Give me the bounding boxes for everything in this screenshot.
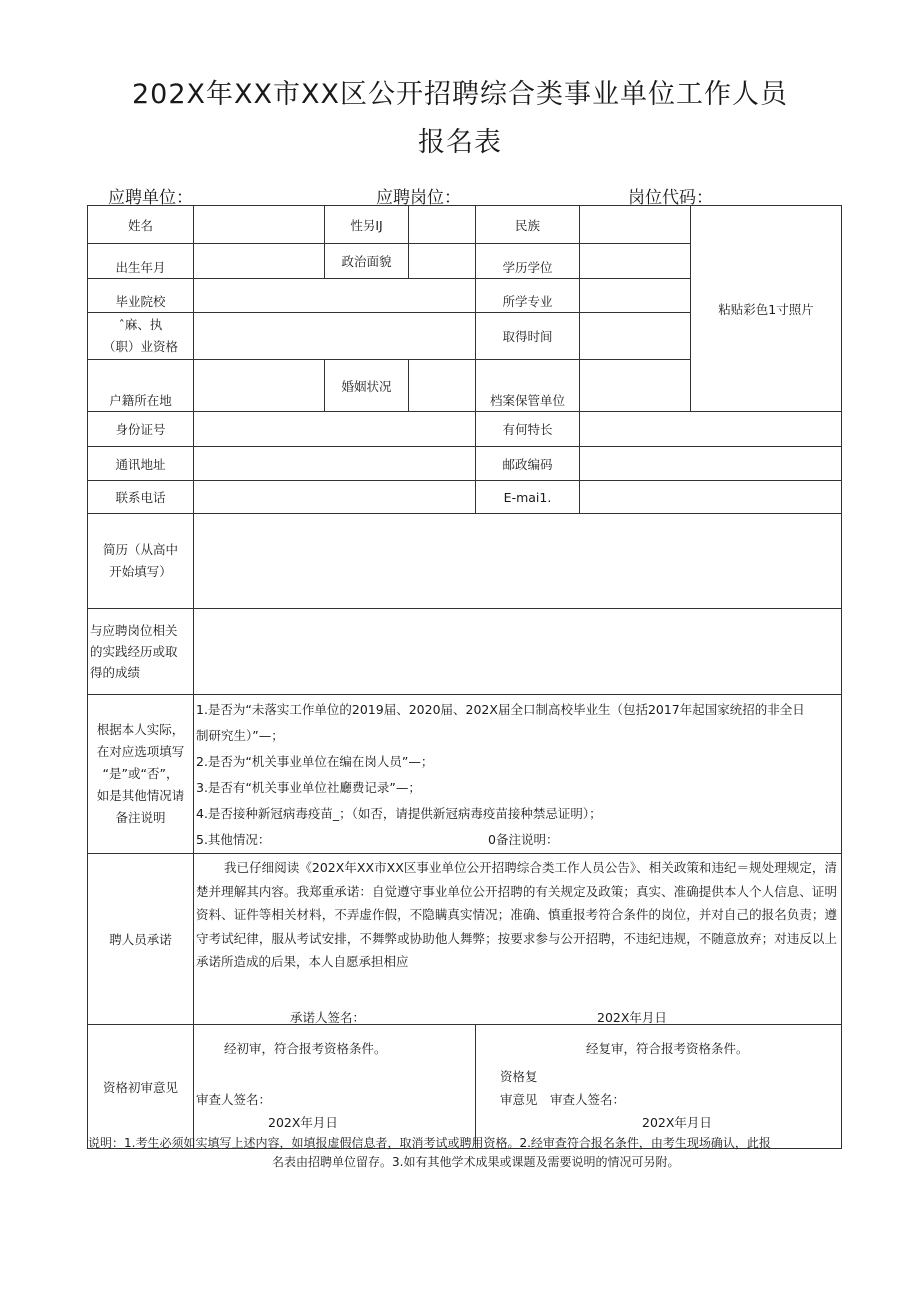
school-input[interactable] bbox=[194, 279, 476, 313]
options-content[interactable] bbox=[194, 695, 842, 854]
archive-input[interactable] bbox=[580, 360, 691, 412]
form-subtitle: 报名表 bbox=[418, 127, 502, 158]
experience-label-line3: 得的成绩 bbox=[90, 665, 141, 680]
pledge-signer-label: 承诺人签名： bbox=[290, 1010, 366, 1025]
postcode-input[interactable] bbox=[580, 447, 842, 481]
experience-label-line1: 与应聘岗位相关 bbox=[90, 623, 178, 638]
pledge-date: 202X年月日 bbox=[597, 1010, 667, 1025]
school-label: 毕业院校 bbox=[88, 279, 194, 313]
footnote bbox=[88, 1134, 844, 1172]
certificate-label-line2: （职）业资格 bbox=[102, 339, 178, 354]
header-unit-label: 应聘单位： bbox=[108, 188, 193, 208]
option-item-2: 2.是否为“机关事业单位在编在岗人员”—； bbox=[196, 754, 434, 769]
major-input[interactable] bbox=[580, 279, 691, 313]
footnote-line2: 名表由招聘单位留存。3.如有其他学术成果或课题及需要说明的情况可另附。 bbox=[272, 1155, 680, 1169]
second-review-label-line2: 审意见 bbox=[500, 1092, 538, 1107]
id-number-label: 身份证号 bbox=[88, 412, 194, 447]
second-review-text: 经复审，符合报考资格条件。 bbox=[586, 1041, 749, 1056]
option-item-1b: 制研究生）”—； bbox=[196, 728, 284, 743]
name-input[interactable] bbox=[194, 206, 325, 244]
option-item-1a: 1.是否为“未落实工作单位的2019届、2020届、202X届全口制高校毕业生（包括2017年起国家统招的非全日 bbox=[196, 702, 805, 717]
first-review-text: 经初审，符合报考资格条件。 bbox=[224, 1041, 387, 1056]
phone-label: 联系电话 bbox=[88, 481, 194, 514]
political-input[interactable] bbox=[409, 244, 476, 279]
gender-label: 性另IJ bbox=[325, 206, 409, 244]
name-label: 姓名 bbox=[88, 206, 194, 244]
email-label: E-mai1. bbox=[476, 481, 580, 514]
registration-table bbox=[87, 205, 842, 1149]
pledge-label: 聘人员承诺 bbox=[88, 854, 194, 1025]
marital-label: 婚姻状况 bbox=[325, 360, 409, 412]
email-input[interactable] bbox=[580, 481, 842, 514]
second-review-signer: 审查人签名： bbox=[550, 1092, 626, 1107]
certificate-label bbox=[88, 313, 194, 360]
degree-label: 学历学位 bbox=[476, 244, 580, 279]
header-post-label: 应聘岗位： bbox=[376, 188, 461, 208]
archive-label: 档案保管单位 bbox=[476, 360, 580, 412]
first-review-cell bbox=[194, 1025, 476, 1149]
degree-input[interactable] bbox=[580, 244, 691, 279]
hukou-input[interactable] bbox=[194, 360, 325, 412]
political-label: 政治面貌 bbox=[325, 244, 409, 279]
hukou-label: 户籍所在地 bbox=[88, 360, 194, 412]
photo-label: 粘贴彩色1寸照片 bbox=[718, 301, 814, 317]
options-label-line4: 如是其他情况请 bbox=[96, 788, 185, 803]
option-item-5: 5.其他情况： bbox=[196, 832, 271, 847]
options-label-line1: 根据本人实际， bbox=[96, 722, 185, 737]
birth-label: 出生年月 bbox=[88, 244, 194, 279]
certificate-label-line1: ˆ麻、执 bbox=[118, 317, 163, 332]
first-review-signer: 审查人签名： bbox=[196, 1092, 272, 1107]
phone-input[interactable] bbox=[194, 481, 476, 514]
second-review-cell bbox=[476, 1025, 842, 1149]
footnote-line1: 说明：1.考生必须如实填写上述内容，如填报虚假信息者，取消考试或聘用资格。2.经审查符合报名条件，由考生现场确认，此报 bbox=[88, 1136, 771, 1150]
second-review-label-line1: 资格复 bbox=[500, 1069, 538, 1084]
first-review-date: 202X年月日 bbox=[268, 1115, 338, 1130]
resume-label-line2: 开始填写） bbox=[109, 564, 172, 579]
ethnicity-input[interactable] bbox=[580, 206, 691, 244]
major-label: 所学专业 bbox=[476, 279, 580, 313]
obtained-input[interactable] bbox=[580, 313, 691, 360]
second-review-date: 202X年月日 bbox=[642, 1115, 712, 1130]
photo-box[interactable] bbox=[691, 206, 842, 412]
obtained-label: 取得时间 bbox=[476, 313, 580, 360]
resume-label-line1: 简历（从高中 bbox=[102, 542, 178, 557]
experience-input[interactable] bbox=[194, 609, 842, 695]
pledge-text: 我已仔细阅读《202X年XX市XX区事业单位公开招聘综合类工作人员公告》、相关政策和违纪＝规处理规定，清楚并理解其内容。我郑重承诺：自觉遵守事业单位公开招聘的有关规定及政策；真实、准确提供本人个人信息、证明资料、证件等相关材料，不弄虚作假，不隐瞒真实情况；准确、慎重报考符合条件的岗位，并对自己的报名负责；遵守考试纪律，服从考试安排，不舞弊或协助他人舞弊；按要求参与公开招聘，不违纪违规，不随意放弃；对违反以上承诺所造成的后果，本人自愿承担相应 bbox=[196, 860, 837, 969]
option-item-5-remark: 0备注说明： bbox=[488, 832, 559, 847]
option-item-4: 4.是否接种新冠病毒疫苗_；（如否，请提供新冠病毒疫苗接种禁忌证明）； bbox=[196, 806, 602, 821]
address-input[interactable] bbox=[194, 447, 476, 481]
gender-input[interactable] bbox=[409, 206, 476, 244]
resume-input[interactable] bbox=[194, 514, 842, 609]
specialty-label: 有何特长 bbox=[476, 412, 580, 447]
postcode-label: 邮政编码 bbox=[476, 447, 580, 481]
certificate-input[interactable] bbox=[194, 313, 476, 360]
options-label-line5: 备注说明 bbox=[115, 810, 166, 825]
option-item-3: 3.是否有“机关事业单位社廳费记录”—； bbox=[196, 780, 421, 795]
options-label-line3: “是”或“否”， bbox=[102, 766, 179, 781]
specialty-input[interactable] bbox=[580, 412, 842, 447]
review-label: 资格初审意见 bbox=[88, 1025, 194, 1149]
resume-label bbox=[88, 514, 194, 609]
options-label-line2: 在对应选项填写 bbox=[96, 744, 185, 759]
marital-input[interactable] bbox=[409, 360, 476, 412]
id-number-input[interactable] bbox=[194, 412, 476, 447]
address-label: 通讯地址 bbox=[88, 447, 194, 481]
experience-label-line2: 的实践经历或取 bbox=[90, 644, 178, 659]
header-code-label: 岗位代码： bbox=[628, 188, 713, 208]
form-title: 202X年XX市XX区公开招聘综合类事业单位工作人员 bbox=[131, 79, 789, 110]
experience-label bbox=[88, 609, 194, 695]
ethnicity-label: 民族 bbox=[476, 206, 580, 244]
options-label bbox=[88, 695, 194, 854]
birth-input[interactable] bbox=[194, 244, 325, 279]
pledge-content bbox=[194, 854, 842, 1025]
